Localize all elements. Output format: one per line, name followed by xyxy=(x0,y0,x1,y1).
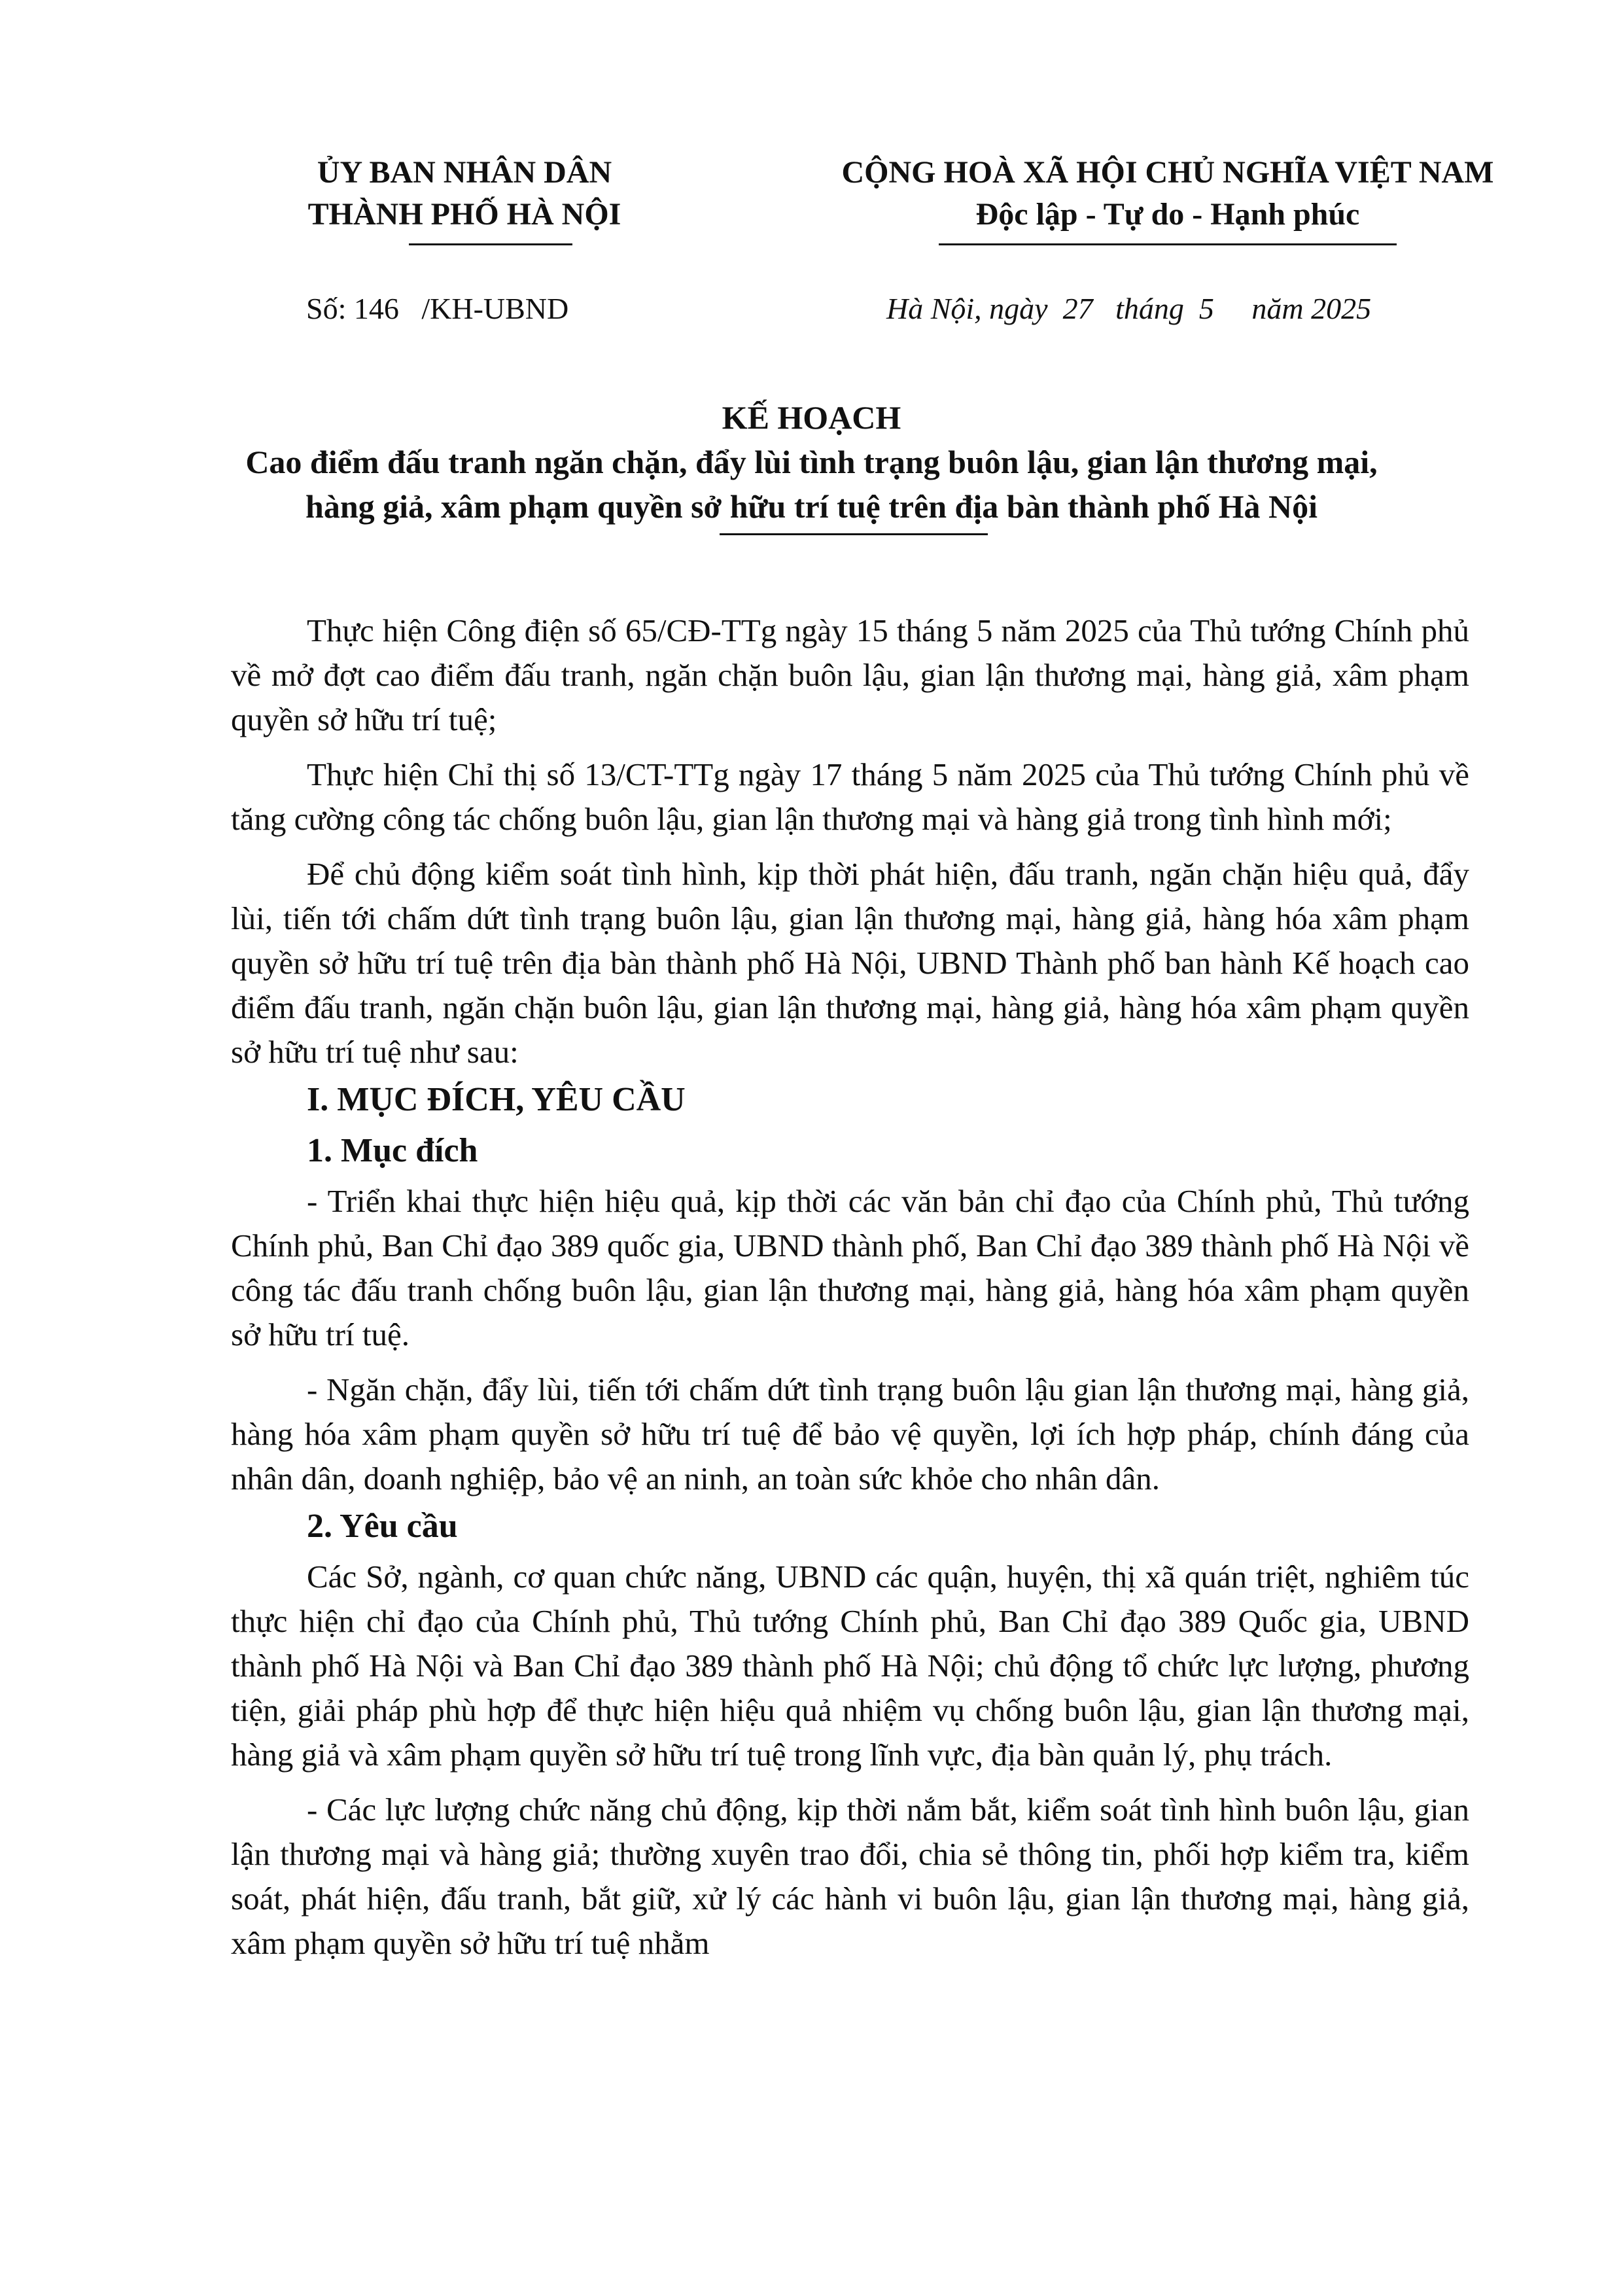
national-motto xyxy=(778,152,1557,236)
section-heading: I. MỤC ĐÍCH, YÊU CẦU xyxy=(307,1081,686,1118)
place-and-date: Hà Nội, ngày 27 tháng 5 năm 2025 xyxy=(886,292,1372,325)
issuing-authority xyxy=(249,152,680,236)
motto: Độc lập - Tự do - Hạnh phúc xyxy=(975,197,1360,232)
country-name: CỘNG HOÀ XÃ HỘI CHỦ NGHĨA VIỆT NAM xyxy=(841,155,1494,190)
paragraph: - Ngăn chặn, đẩy lùi, tiến tới chấm dứt tình trạng buôn lậu gian lận thương mại, hàng giả, hàng hóa xâm phạm quyền sở hữu trí tuệ để bảo vệ quyền, lợi ích hợp pháp, chính đáng của nhân dân, doanh nghiệp, bảo vệ an ninh, an toàn sức khỏe cho nhân dân. xyxy=(231,1371,1469,1496)
authority-underline xyxy=(409,243,572,245)
paragraph: - Triển khai thực hiện hiệu quả, kịp thời các văn bản chỉ đạo của Chính phủ, Thủ tướng Chính phủ, Ban Chỉ đạo 389 quốc gia, UBND thành phố, Ban Chỉ đạo 389 thành phố Hà Nội về công tác đấu tranh chống buôn lậu, gian lận thương mại, hàng giả, hàng hóa xâm phạm quyền sở hữu trí tuệ. xyxy=(231,1183,1469,1352)
document-subtitle: Cao điểm đấu tranh ngăn chặn, đẩy lùi tình trạng buôn lậu, gian lận thương mại, hàng giả, xâm phạm quyền sở hữu trí tuệ trên địa bàn thành phố Hà Nội xyxy=(245,444,1378,525)
motto-underline xyxy=(939,243,1397,245)
paragraph: Các Sở, ngành, cơ quan chức năng, UBND các quận, huyện, thị xã quán triệt, nghiêm túc thực hiện chỉ đạo của Chính phủ, Thủ tướng Chính phủ, Ban Chỉ đạo 389 Quốc gia, UBND thành phố Hà Nội và Ban Chỉ đạo 389 thành phố Hà Nội; chủ động tổ chức lực lượng, phương tiện, giải pháp phù hợp để thực hiện hiệu quả nhiệm vụ chống buôn lậu, gian lận thương mại, hàng giả và xâm phạm quyền sở hữu trí tuệ trong lĩnh vực, địa bàn quản lý, phụ trách. xyxy=(231,1559,1469,1773)
paragraph: Thực hiện Chỉ thị số 13/CT-TTg ngày 17 tháng 5 năm 2025 của Thủ tướng Chính phủ về tăng cường công tác chống buôn lậu, gian lận thương mại và hàng giả trong tình hình mới; xyxy=(231,756,1469,837)
document-number: Số: 146 /KH-UBND xyxy=(306,292,569,325)
paragraph: - Các lực lượng chức năng chủ động, kịp thời nắm bắt, kiểm soát tình hình buôn lậu, gian lận thương mại và hàng giả; thường xuyên trao đổi, chia sẻ thông tin, phối hợp kiểm tra, kiểm soát, phát hiện, đấu tranh, bắt giữ, xử lý các hành vi buôn lậu, gian lận thương mại, hàng giả, xâm phạm quyền sở hữu trí tuệ nhằm xyxy=(231,1792,1469,1961)
authority-line-1: ỦY BAN NHÂN DÂN xyxy=(317,155,612,190)
paragraph: Thực hiện Công điện số 65/CĐ-TTg ngày 15 tháng 5 năm 2025 của Thủ tướng Chính phủ về mở đợt cao điểm đấu tranh, ngăn chặn buôn lậu, gian lận thương mại, hàng giả, xâm phạm quyền sở hữu trí tuệ; xyxy=(231,612,1469,737)
authority-line-2: THÀNH PHỐ HÀ NỘI xyxy=(307,197,621,232)
document-body xyxy=(231,609,1469,1976)
subsection-heading: 1. Mục đích xyxy=(307,1132,478,1169)
paragraph: Để chủ động kiểm soát tình hình, kịp thời phát hiện, đấu tranh, ngăn chặn hiệu quả, đẩy lùi, tiến tới chấm dứt tình trạng buôn lậu, gian lận thương mại, hàng giả, hàng hóa xâm phạm quyền sở hữu trí tuệ trên địa bàn thành phố Hà Nội, UBND Thành phố ban hành Kế hoạch cao điểm đấu tranh, ngăn chặn buôn lậu, gian lận thương mại, hàng giả, hàng hóa xâm phạm quyền sở hữu trí tuệ như sau: xyxy=(231,856,1469,1070)
document-title: KẾ HOẠCH xyxy=(722,399,901,436)
title-underline xyxy=(720,533,988,535)
subsection-heading: 2. Yêu cầu xyxy=(307,1508,458,1545)
